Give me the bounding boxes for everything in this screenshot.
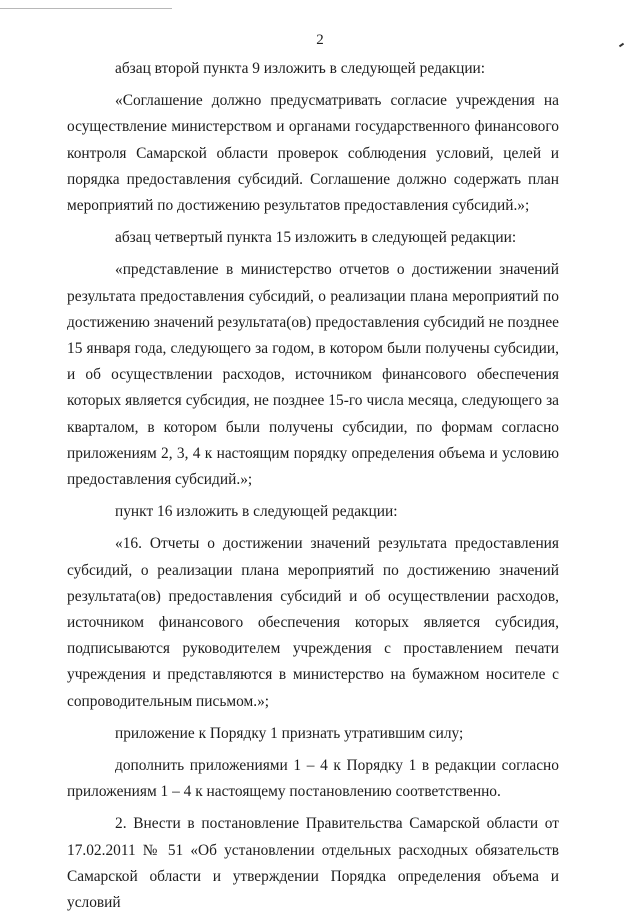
paragraph-2: «Соглашение должно предусматривать согласие учреждения на осуществление министерством и органами государственного финансового контроля Самарской области проверок соблюдения условий, целей и порядка предоставления субсидий. Соглашение должно содержать план мероприятий по достижению результатов предоставления субсидий.»;	[67, 92, 559, 215]
paragraph-9: 2. Внести в постановление Правительства Самарской области от 17.02.2011 № 51 «Об установлении отдельных расходных обязательств Самарской области и утверждении Порядка определения объема и условий	[67, 815, 559, 912]
page-number: 2	[316, 32, 324, 48]
paragraph-5: пункт 16 изложить в следующей редакции:	[115, 503, 398, 521]
paragraph-1: абзац второй пункта 9 изложить в следующей редакции:	[115, 60, 486, 77]
paragraph-8: дополнить приложениями 1 – 4 к Порядку 1 в редакции согласно приложениям 1 – 4 к настоящему постановлению соответственно.	[67, 757, 559, 801]
document-body	[67, 56, 559, 922]
paragraph-7: приложение к Порядку 1 признать утратившим силу;	[115, 724, 464, 742]
paragraph-3: абзац четвертый пункта 15 изложить в следующей редакции:	[115, 229, 517, 247]
scan-edge-line	[0, 8, 172, 9]
paragraph-4: «представление в министерство отчетов о достижении значений результата предоставления субсидий, о реализации плана мероприятий по достижению значений результата(ов) предоставления субсидий не позднее 15 января года, следующего за годом, в котором были получены субсидии, и об осуществлении расходов, источником финансового обеспечения которых является субсидия, не позднее 15-го числа месяца, следующего за кварталом, в котором были получены субсидии, по формам согласно приложениям 2, 3, 4 к настоящим порядку определения объема и условию предоставления субсидий.»;	[67, 261, 559, 489]
paragraph-6: «16. Отчеты о достижении значений результата предоставления субсидий, о реализации плана мероприятий по достижению значений результата(ов) предоставления субсидий и об осуществлении расходов, источником финансового обеспечения которых является субсидия, подписываются руководителем учреждения с проставлением печати учреждения и представляются в министерство на бумажном носителе с сопроводительным письмом.»;	[67, 535, 559, 710]
